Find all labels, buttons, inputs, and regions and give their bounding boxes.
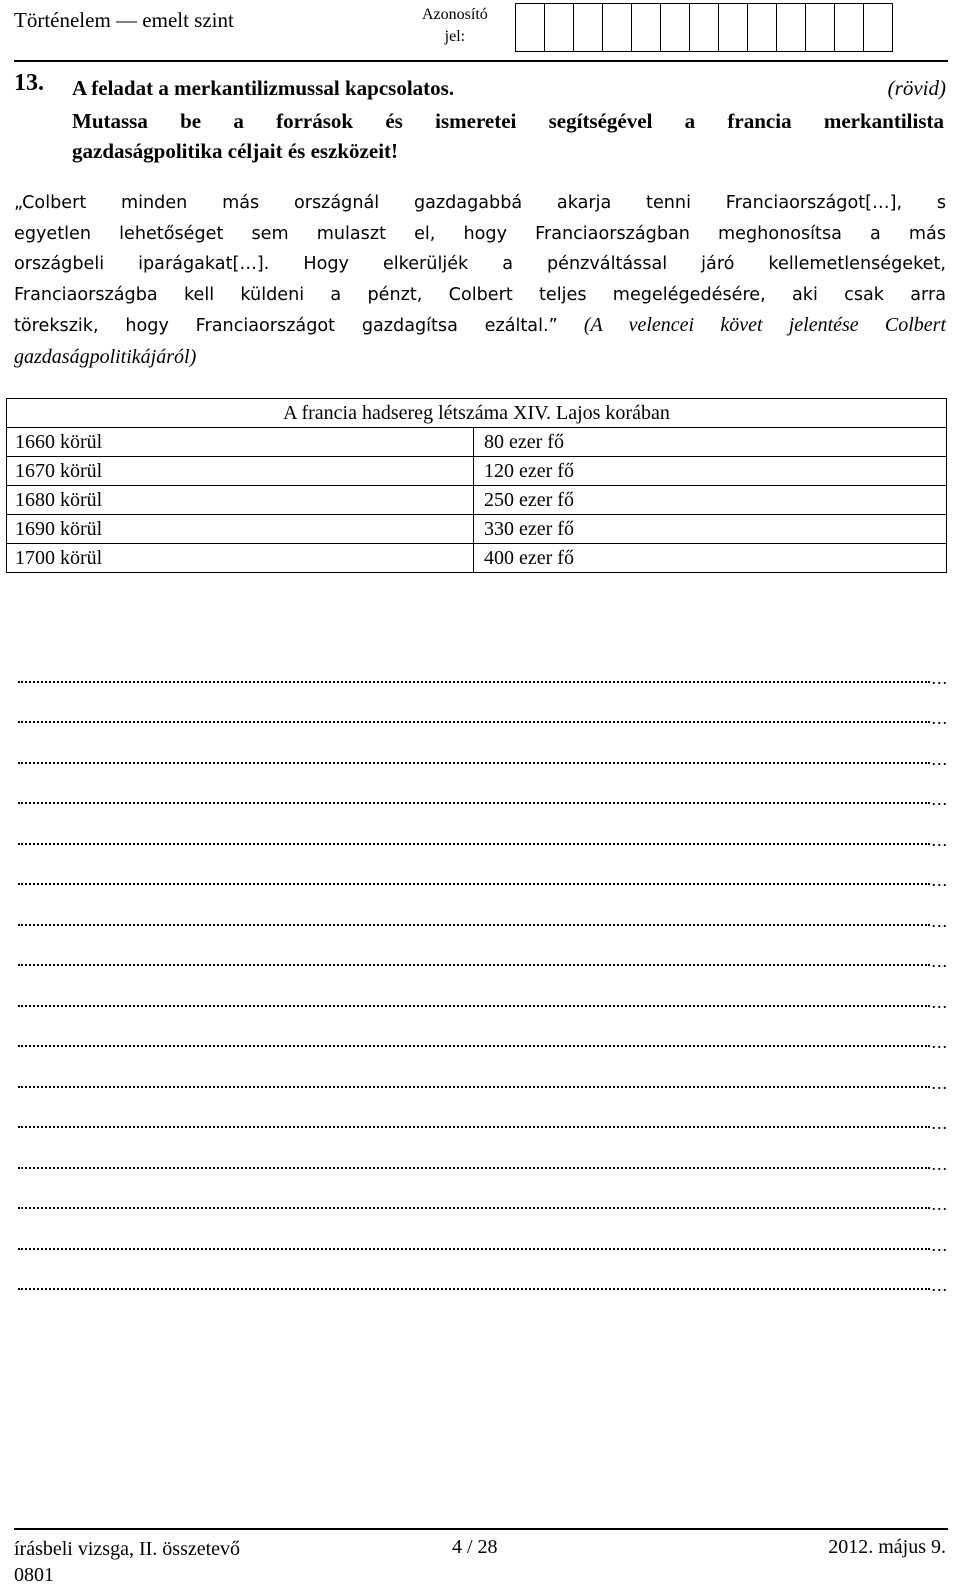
id-input-boxes[interactable]: [516, 3, 893, 52]
answer-line-dots: [18, 721, 930, 723]
table-cell-value: 400 ezer fő: [474, 544, 947, 573]
answer-line-end: ...: [931, 1153, 948, 1174]
answer-line[interactable]: [18, 1057, 948, 1098]
answer-line-dots: [18, 1248, 930, 1250]
task-line-1: Mutassa be a források és ismeretei segítségével a francia merkantilista: [72, 109, 944, 133]
id-box[interactable]: [805, 3, 835, 52]
answer-line[interactable]: [18, 1098, 948, 1139]
answer-line-end: ...: [931, 951, 948, 971]
source-quote: [14, 188, 946, 373]
answer-line[interactable]: [18, 855, 948, 896]
exam-date: 2012. május 9.: [828, 1536, 946, 1558]
source-citation-end: gazdaságpolitikájáról): [14, 345, 197, 368]
table-cell-value: 80 ezer fő: [474, 428, 947, 457]
source-line: országbeli iparágakat[…]. Hogy elkerüljék a pénzváltással járó kellemetlenségeket,: [14, 254, 946, 274]
answer-area[interactable]: [18, 652, 948, 1300]
id-box[interactable]: [544, 3, 574, 52]
answer-line-dots: [18, 681, 930, 683]
answer-line[interactable]: [18, 1179, 948, 1220]
question-title: A feladat a merkantilizmussal kapcsolatos.: [72, 76, 455, 100]
table-row: [7, 544, 947, 573]
table-cell-period: 1660 körül: [7, 428, 474, 457]
question-type: (rövid): [887, 76, 946, 100]
answer-line-end: ...: [931, 1194, 948, 1214]
table-title-row: [7, 399, 947, 428]
table-cell-value: 120 ezer fő: [474, 457, 947, 486]
id-label-line2: jel:: [444, 28, 466, 45]
answer-line[interactable]: [18, 652, 948, 693]
table-cell-value: 250 ezer fő: [474, 486, 947, 515]
army-size-table: [6, 398, 947, 573]
source-line: egyetlen lehetőséget sem mulaszt el, hogy Franciaországban meghonosítsa a más: [14, 223, 946, 244]
id-label: [422, 4, 488, 48]
table-row: [7, 515, 947, 544]
answer-line-end: ...: [931, 1275, 948, 1295]
answer-line-dots: [18, 762, 930, 764]
table-cell-value: 330 ezer fő: [474, 515, 947, 544]
id-box[interactable]: [515, 3, 545, 52]
table-title: A francia hadsereg létszáma XIV. Lajos korában: [7, 399, 947, 428]
id-box[interactable]: [718, 3, 748, 52]
answer-line[interactable]: [18, 774, 948, 815]
answer-line-dots: [18, 1207, 930, 1209]
task-line-2: gazdaságpolitika céljait és eszközeit!: [72, 139, 399, 163]
footer-exam-label: írásbeli vizsga, II. összetevő: [14, 1538, 241, 1560]
footer-exam-code: 0801: [14, 1564, 54, 1586]
id-box[interactable]: [747, 3, 777, 52]
id-box[interactable]: [776, 3, 806, 52]
answer-line-dots: [18, 843, 930, 845]
answer-line-end: ...: [931, 667, 948, 688]
answer-line[interactable]: [18, 733, 948, 774]
answer-line-dots: [18, 1167, 930, 1169]
source-citation: (A velencei követ jelentése Colbert: [557, 314, 946, 336]
answer-line[interactable]: [18, 814, 948, 855]
table-cell-period: 1700 körül: [7, 544, 474, 573]
table-row: [7, 428, 947, 457]
id-box[interactable]: [602, 3, 632, 52]
answer-line[interactable]: [18, 1219, 948, 1260]
footer-exam-info: [14, 1536, 240, 1588]
source-line: Franciaországba kell küldeni a pénzt, Colbert teljes megelégedésére, aki csak arra: [14, 284, 946, 305]
header-subject: Történelem — emelt szint: [14, 8, 234, 32]
answer-line-dots: [18, 1126, 930, 1128]
page-number: 4 / 28: [452, 1536, 498, 1558]
answer-line-end: ...: [931, 748, 948, 769]
answer-line-dots: [18, 1086, 930, 1088]
id-box[interactable]: [660, 3, 690, 52]
answer-line-dots: [18, 964, 930, 966]
table-cell-period: 1690 körül: [7, 515, 474, 544]
source-line: [14, 310, 946, 342]
answer-line-dots: [18, 924, 930, 926]
answer-line[interactable]: [18, 1138, 948, 1179]
question-task: [72, 106, 944, 166]
source-line-text: törekszik, hogy Franciaországot gazdagítsa ezáltal.”: [14, 316, 558, 336]
answer-line-end: ...: [931, 829, 948, 850]
answer-line[interactable]: [18, 1260, 948, 1301]
answer-line-end: ...: [931, 789, 948, 809]
table-cell-period: 1680 körül: [7, 486, 474, 515]
answer-line-end: ...: [931, 1032, 948, 1052]
id-box[interactable]: [689, 3, 719, 52]
footer-divider: [14, 1528, 948, 1530]
answer-line-dots: [18, 1005, 930, 1007]
answer-line-dots: [18, 1288, 930, 1290]
table-cell-period: 1670 körül: [7, 457, 474, 486]
answer-line[interactable]: [18, 1017, 948, 1058]
question-number: 13.: [14, 70, 44, 96]
table-row: [7, 457, 947, 486]
id-box[interactable]: [573, 3, 603, 52]
id-box[interactable]: [863, 3, 893, 52]
answer-line-end: ...: [931, 910, 948, 931]
answer-line-end: ...: [931, 870, 948, 890]
answer-line-end: ...: [931, 708, 948, 728]
answer-line-dots: [18, 883, 930, 885]
answer-line-dots: [18, 1045, 930, 1047]
answer-line-end: ...: [931, 1072, 948, 1093]
answer-line-dots: [18, 802, 930, 804]
answer-line[interactable]: [18, 693, 948, 734]
id-box[interactable]: [834, 3, 864, 52]
answer-line[interactable]: [18, 976, 948, 1017]
source-line: [14, 342, 946, 374]
answer-line-end: ...: [931, 1113, 948, 1133]
answer-line[interactable]: [18, 895, 948, 936]
answer-line[interactable]: [18, 936, 948, 977]
answer-line-end: ...: [931, 991, 948, 1012]
answer-line-end: ...: [931, 1234, 948, 1255]
source-line: „Colbert minden más országnál gazdagabbá akarja tenni Franciaországot[…], s: [14, 193, 946, 213]
id-box[interactable]: [631, 3, 661, 52]
header-divider: [14, 60, 948, 62]
table-row: [7, 486, 947, 515]
id-label-line1: Azonosító: [422, 6, 488, 23]
